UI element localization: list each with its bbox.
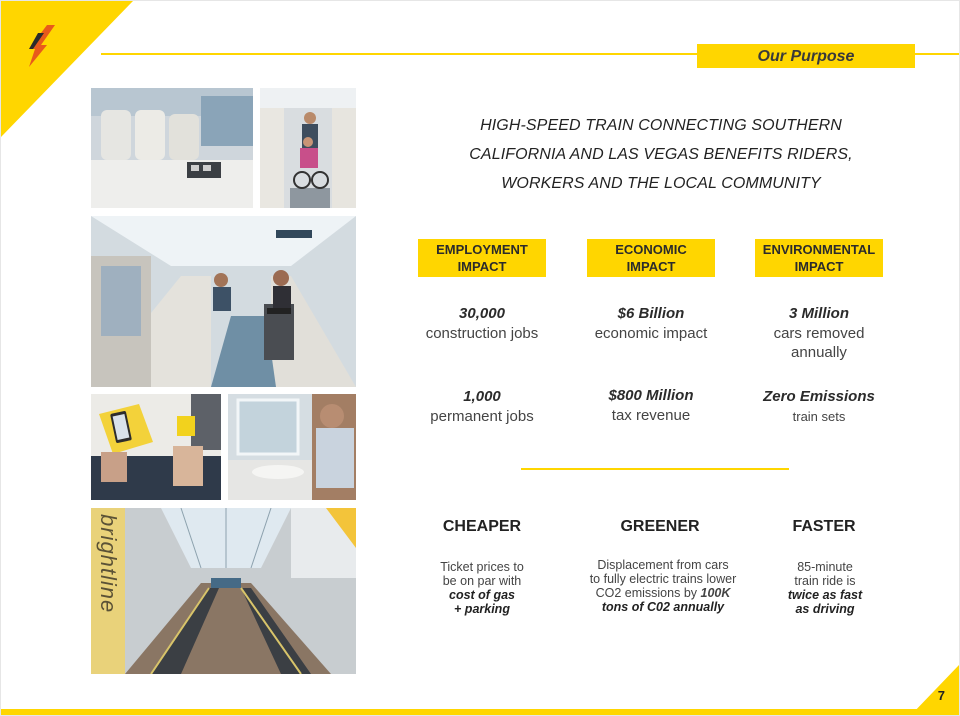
benefit-title-greener: GREENER [620, 518, 700, 535]
headline-line: CALIFORNIA AND LAS VEGAS BENEFITS RIDERS, [469, 146, 853, 163]
station-signage-text: brightline [96, 514, 121, 614]
stat-economic-impact [571, 304, 731, 343]
section-divider [521, 468, 789, 470]
benefit-emphasis: tons of C02 annually [601, 600, 725, 614]
footer-bar [1, 709, 960, 715]
benefit-line: Ticket prices to [440, 560, 524, 574]
headline-line: HIGH-SPEED TRAIN CONNECTING SOUTHERN [480, 117, 842, 134]
impact-label-text: IMPACT [457, 259, 507, 274]
stat-cars-removed [739, 304, 899, 362]
stat-description: construction jobs [425, 325, 539, 342]
impact-label-text: ENVIRONMENTAL [762, 242, 876, 257]
benefit-line: Displacement from cars [597, 558, 729, 572]
stat-value: 3 Million [789, 305, 849, 322]
benefit-line: be on par with [442, 574, 522, 588]
benefit-emphasis: twice as fast [787, 588, 863, 602]
photo-station-escalators [91, 508, 356, 674]
stat-value: 30,000 [459, 305, 505, 322]
impact-label-environmental [755, 239, 883, 277]
benefit-line-text: CO2 emissions by [595, 586, 698, 600]
page-number: 7 [937, 688, 945, 703]
photo-train-seat-table [91, 88, 253, 208]
stat-value: $800 Million [608, 387, 694, 404]
benefit-line [571, 586, 755, 600]
benefit-text-faster [735, 560, 915, 616]
stat-description: economic impact [594, 325, 708, 342]
stat-description: train sets [792, 409, 846, 424]
benefit-emphasis: cost of gas [449, 588, 515, 602]
photo-restroom-sink [228, 394, 356, 500]
corner-accent-bottom-right [911, 665, 959, 715]
stat-description: tax revenue [611, 407, 691, 424]
stat-zero-emissions [732, 387, 906, 426]
benefit-line: 85-minute [797, 560, 853, 574]
stat-description: cars removed [773, 325, 865, 342]
stat-description: annually [791, 344, 847, 361]
stat-value: 1,000 [463, 388, 501, 405]
benefit-title-faster: FASTER [792, 518, 856, 535]
brightline-logo-icon [21, 23, 61, 69]
stat-value: $6 Billion [617, 305, 685, 322]
benefit-title-cheaper: CHEAPER [442, 518, 522, 535]
stat-value: Zero Emissions [763, 388, 875, 405]
photo-desk-phone-ticket [91, 394, 221, 500]
benefit-text-greener [571, 558, 755, 614]
headline-line: WORKERS AND THE LOCAL COMMUNITY [501, 175, 821, 192]
benefit-emphasis: as driving [795, 602, 855, 616]
photo-wheelchair-boarding [260, 88, 356, 208]
impact-label-text: IMPACT [794, 259, 844, 274]
impact-label-text: IMPACT [626, 259, 676, 274]
benefit-emphasis: + parking [454, 602, 510, 616]
section-label: Our Purpose [697, 44, 915, 68]
photo-train-aisle-cart [91, 216, 356, 387]
stat-tax-revenue [571, 386, 731, 425]
impact-label-text: EMPLOYMENT [436, 242, 528, 257]
impact-label-text: ECONOMIC [615, 242, 687, 257]
impact-label-economic [587, 239, 715, 277]
impact-label-employment [418, 239, 546, 277]
benefit-line: train ride is [794, 574, 856, 588]
headline [421, 111, 901, 198]
stat-construction-jobs [402, 304, 562, 343]
benefit-text-cheaper [392, 560, 572, 616]
benefit-inline-emphasis: 100K [700, 586, 731, 600]
benefit-line: to fully electric trains lower [589, 572, 737, 586]
stat-description: permanent jobs [430, 408, 534, 425]
stat-permanent-jobs [402, 387, 562, 426]
